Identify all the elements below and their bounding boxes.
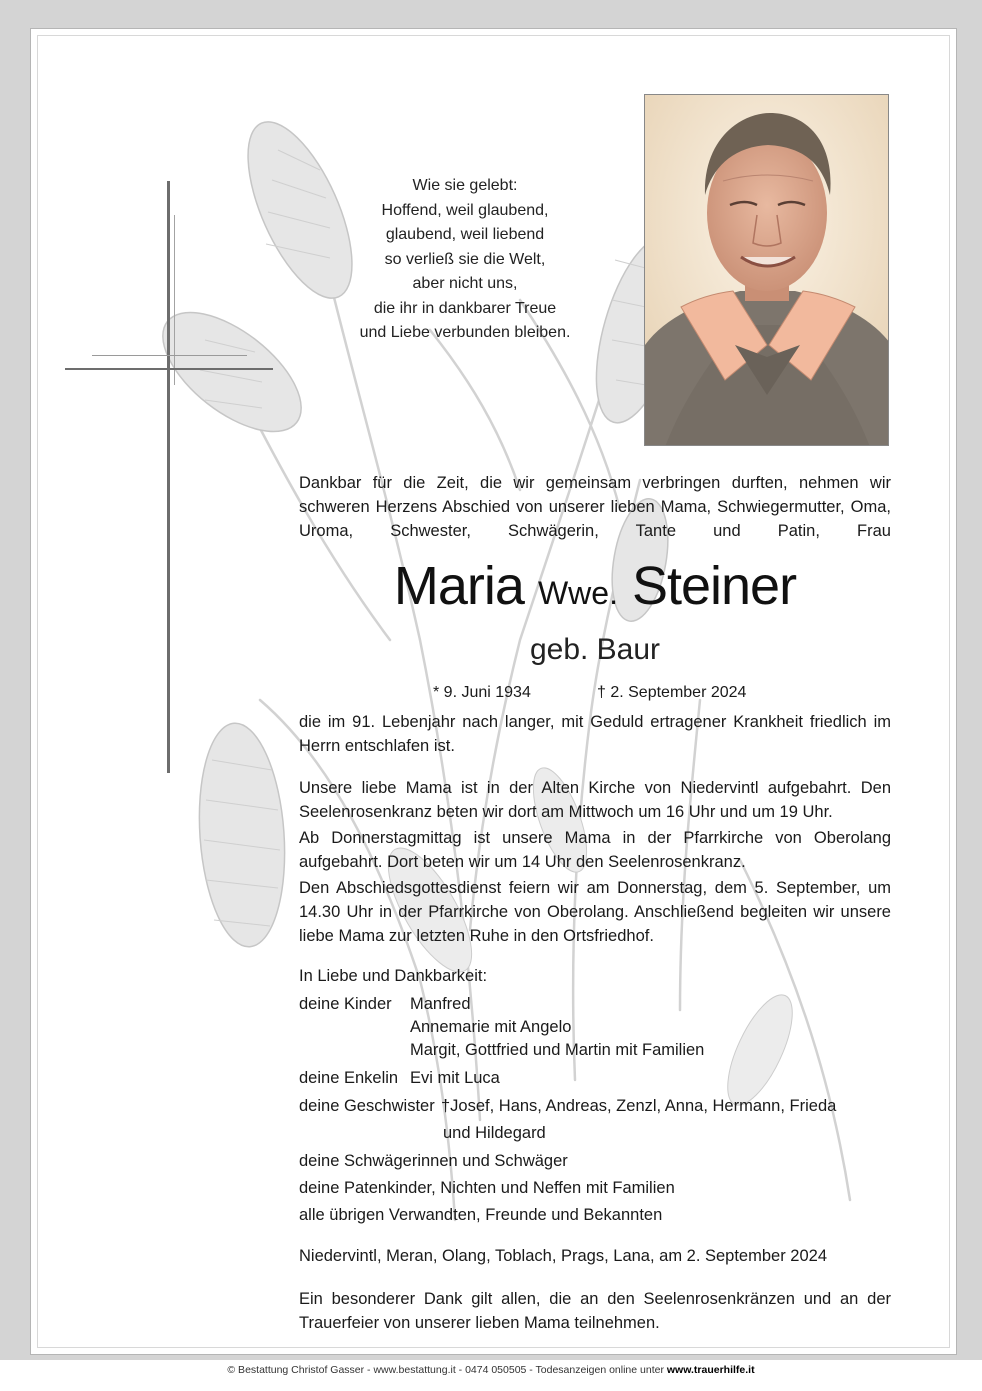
children-line: Margit, Gottfried und Martin mit Familien [410, 1041, 705, 1059]
poem-line: die ihr in dankbarer Treue [373, 299, 557, 317]
poem-line: Wie sie gelebt: [412, 177, 518, 194]
last-name: Steiner [631, 556, 797, 616]
siblings-line: †Josef, Hans, Andreas, Zenzl, Anna, Hermann, Frieda [441, 1097, 837, 1115]
grandchildren-line: Evi mit Luca [410, 1069, 500, 1087]
poem-line: so verließ sie die Welt, [384, 250, 546, 268]
children-label: deine Kinder [299, 995, 392, 1013]
inlaws-line: deine Schwägerinnen und Schwäger [299, 1152, 568, 1170]
widow-marker: Wwe. [537, 575, 618, 611]
grandchildren-label: deine Enkelin [299, 1069, 399, 1087]
passing-paragraph: die im 91. Lebenjahr nach langer, mit Geduld ertragener Krankheit friedlich im Herrn entschlafen ist. [299, 713, 891, 755]
poem-line: aber nicht uns, [412, 275, 518, 292]
maiden-name: geb. Baur [529, 633, 661, 666]
poem-line: und Liebe verbunden bleiben. [359, 324, 571, 341]
cross-horizontal-line [92, 355, 247, 356]
cross-vertical-line [174, 215, 175, 385]
footer-text: © Bestattung Christof Gasser - www.bestattung.it - 0474 050505 - Todesanzeigen online unter [227, 1364, 667, 1376]
intro-paragraph: Dankbar für die Zeit, die wir gemeinsam verbringen durften, nehmen wir schweren Herzens Abschied von unserer lieben Mama, Schwiegermutter, Oma, Uroma, Schwester, Schwägerin, Tante und Patin, Frau [299, 474, 891, 540]
funeral-paragraph: Den Abschiedsgottesdienst feiern wir am Donnerstag, dem 5. September, um 14.30 Uhr in der Pfarrkirche von Oberolang. Anschließend begleiten wir unsere liebe Mama zur letzten Ruhe in den Ortsfriedhof. [299, 879, 891, 945]
church-paragraph: Ab Donnerstagmittag ist unsere Mama in der Pfarrkirche von Oberolang aufgebahrt. Dort beten wir um 14 Uhr den Seelenrosenkranz. [299, 829, 891, 871]
children-line: Annemarie mit Angelo [410, 1018, 572, 1036]
memorial-poem [340, 174, 590, 346]
cross-vertical-bar [167, 181, 170, 773]
birth-date: * 9. Juni 1934 [433, 684, 531, 701]
poem-line: glaubend, weil liebend [385, 226, 545, 243]
first-name: Maria [393, 556, 524, 616]
siblings-line: und Hildegard [443, 1124, 546, 1142]
footer-credit [0, 1362, 982, 1378]
mourners-heading: In Liebe und Dankbarkeit: [299, 967, 488, 985]
godchildren-line: deine Patenkinder, Nichten und Neffen mit Familien [299, 1179, 675, 1197]
siblings-label: deine Geschwister [299, 1097, 435, 1115]
thanks-paragraph: Ein besonderer Dank gilt allen, die an den Seelenrosenkränzen und an der Trauerfeier von unserer lieben Mama teilnehmen. [299, 1290, 891, 1332]
death-date: † 2. September 2024 [597, 684, 747, 701]
poem-line: Hoffend, weil glaubend, [381, 201, 549, 219]
footer-link[interactable]: www.trauerhilfe.it [666, 1364, 755, 1376]
children-line: Manfred [410, 995, 471, 1013]
deceased-name [250, 554, 940, 625]
portrait-illustration [645, 95, 889, 446]
place-date-line: Niedervintl, Meran, Olang, Toblach, Prags, Lana, am 2. September 2024 [299, 1247, 827, 1265]
relatives-line: alle übrigen Verwandten, Freunde und Bekannten [299, 1206, 663, 1224]
cross-horizontal-bar [65, 368, 273, 370]
portrait-photo [644, 94, 889, 446]
laid-out-paragraph: Unsere liebe Mama ist in der Alten Kirche von Niedervintl aufgebahrt. Den Seelenrosenkranz beten wir dort am Mittwoch um 16 Uhr und um 19 Uhr. [299, 779, 891, 821]
